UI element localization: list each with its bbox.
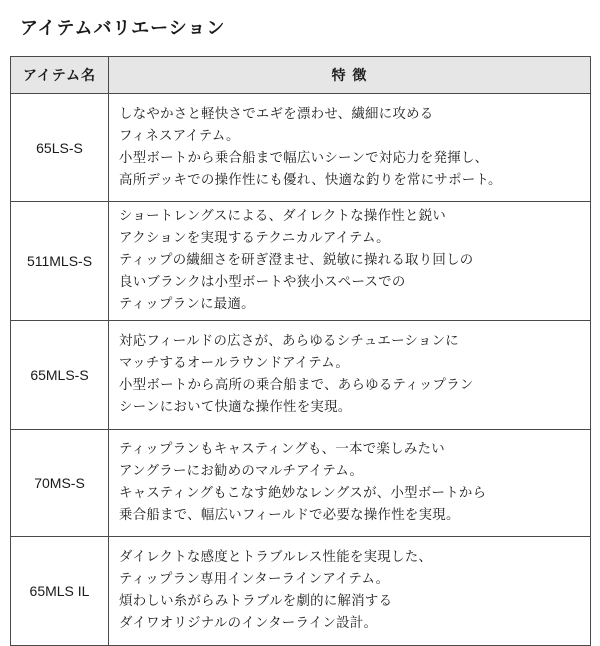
item-variation-table <box>10 56 591 646</box>
item-feature-cell <box>109 430 591 537</box>
feature-line: 良いブランクは小型ボートや狭小スペースでの <box>119 275 406 290</box>
item-feature-cell <box>109 202 591 321</box>
feature-line: マッチするオールラウンドアイテム。 <box>119 356 350 371</box>
feature-line: 乗合船まで、幅広いフィールドで必要な操作性を実現。 <box>119 508 460 523</box>
feature-line: キャスティングもこなす絶妙なレングスが、小型ボートから <box>119 486 487 501</box>
feature-line: ティップの繊細さを研ぎ澄ませ、鋭敏に操れる取り回しの <box>119 253 474 268</box>
item-feature-cell <box>109 321 591 430</box>
feature-line: 小型ボートから高所の乗合船まで、あらゆるティップラン <box>119 378 474 393</box>
feature-line: 高所デッキでの操作性にも優れ、快適な釣りを常にサポート。 <box>119 172 502 188</box>
feature-line: 煩わしい糸がらみトラブルを劇的に解消する <box>119 594 393 609</box>
feature-line: ダイレクトな感度とトラブルレス性能を実現した、 <box>119 550 433 565</box>
feature-line: 小型ボートから乗合船まで幅広いシーンで対応力を発揮し、 <box>119 150 489 166</box>
table-header-row <box>11 57 591 94</box>
header-item-name: アイテム名 <box>11 57 109 94</box>
table-row <box>11 94 591 202</box>
feature-line: 対応フィールドの広さが、あらゆるシチュエーションに <box>119 334 459 349</box>
feature-line: ティップラン専用インターラインアイテム。 <box>119 572 390 587</box>
feature-line: ダイワオリジナルのインターライン設計。 <box>119 616 378 631</box>
feature-line: アングラーにお勧めのマルチアイテム。 <box>119 464 364 479</box>
item-name-cell: 65MLS IL <box>11 537 109 646</box>
header-features: 特 徴 <box>109 57 591 94</box>
feature-line: しなやかさと軽快さでエギを漂わせ、繊細に攻める <box>119 106 434 122</box>
table-row <box>11 537 591 646</box>
page-title: アイテムバリエーション <box>20 18 226 39</box>
item-name-cell: 70MS-S <box>11 430 109 537</box>
item-name-cell: 511MLS-S <box>11 202 109 321</box>
table-row <box>11 202 591 321</box>
item-name-cell: 65MLS-S <box>11 321 109 430</box>
feature-line: ティップランもキャスティングも、一本で楽しみたい <box>119 442 445 457</box>
table-row <box>11 321 591 430</box>
item-name-cell: 65LS-S <box>11 94 109 202</box>
feature-line: ティップランに最適。 <box>119 297 255 312</box>
feature-line: ショートレングスによる、ダイレクトな操作性と鋭い <box>119 209 447 224</box>
feature-line: フィネスアイテム。 <box>119 128 240 144</box>
item-feature-cell <box>109 537 591 646</box>
table-row <box>11 430 591 537</box>
feature-line: シーンにおいて快適な操作性を実現。 <box>119 400 352 415</box>
feature-line: アクションを実現するテクニカルアイテム。 <box>119 231 390 246</box>
item-feature-cell <box>109 94 591 202</box>
